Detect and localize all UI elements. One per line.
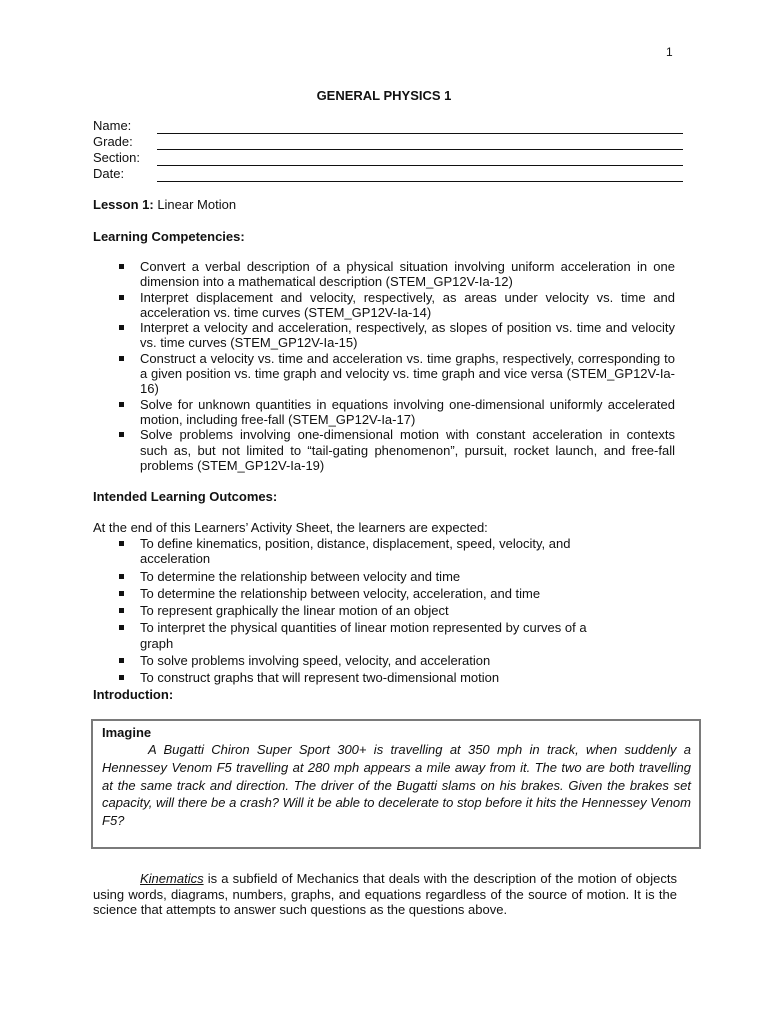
list-item-text: Solve problems involving one-dimensional motion with constant acceleration in contexts such as, but not limited to “tail-gating phenomenon”, pursuit, rocket launch, and free-fall problems (STEM_GP12V-Ia-19) [140,427,675,473]
list-item [117,586,617,601]
outcomes-intro: At the end of this Learners’ Activity Sheet, the learners are expected: [93,520,488,535]
imagine-title: Imagine [102,725,152,740]
lesson-label: Lesson 1: [93,197,154,212]
list-item-text: To represent graphically the linear motion of an object [140,603,449,619]
list-item [117,603,617,618]
list-item-text: Interpret displacement and velocity, respectively, as areas under velocity vs. time and acceleration vs. time curves (STEM_GP12V-Ia-14) [140,289,675,320]
document-title: GENERAL PHYSICS 1 [316,88,452,103]
square-bullet-icon [119,402,124,407]
kinematics-text: is a subfield of Mechanics that deals with the description of the motion of objects using words, diagrams, numbers, graphs, and equations regardless of the source of motion. It is the science that attempts to answer such questions as the questions above. [93,871,677,917]
square-bullet-icon [119,325,124,330]
grade-field-line[interactable] [157,137,683,150]
competencies-list [117,259,675,473]
square-bullet-icon [119,541,124,546]
list-item [117,670,617,685]
list-item [117,290,675,321]
list-item-text: Convert a verbal description of a physical situation involving uniform acceleration in one dimension into a mathematical description (STEM_GP12V-Ia-12) [140,259,675,290]
list-item [117,351,675,397]
square-bullet-icon [119,591,124,596]
square-bullet-icon [119,356,124,361]
outcomes-list [117,536,617,688]
grade-field[interactable] [93,134,683,150]
square-bullet-icon [119,432,124,437]
section-field[interactable] [93,150,683,166]
section-field-label: Section: [93,150,140,165]
kinematics-paragraph [93,871,677,918]
list-item-text: To define kinematics, position, distance, displacement, speed, velocity, and acceleration [140,536,571,567]
list-item [117,259,675,290]
list-item [117,653,617,668]
name-field[interactable] [93,118,683,134]
section-field-line[interactable] [157,153,683,166]
square-bullet-icon [119,658,124,663]
square-bullet-icon [119,295,124,300]
lesson-name: Linear Motion [157,197,237,212]
list-item-text: To determine the relationship between velocity, acceleration, and time [140,585,541,601]
imagine-box [91,719,701,849]
list-item [117,397,675,428]
square-bullet-icon [119,608,124,613]
list-item [117,536,617,567]
date-field-line[interactable] [157,169,683,182]
list-item [117,569,617,584]
list-item-text: Construct a velocity vs. time and acceleration vs. time graphs, respectively, corresponding to a given position vs. time graph and velocity vs. time graph and vice versa (STEM_GP12V-Ia-16) [140,350,675,397]
date-field-label: Date: [93,166,125,181]
list-item-text: To construct graphs that will represent two-dimensional motion [140,670,500,686]
grade-field-label: Grade: [93,134,133,149]
introduction-heading: Introduction: [93,687,174,702]
list-item-text: Interpret a velocity and acceleration, respectively, as slopes of position vs. time and velocity vs. time curves (STEM_GP12V-Ia-15) [140,320,675,351]
list-item [117,427,675,473]
outcomes-heading: Intended Learning Outcomes: [93,489,278,504]
list-item [117,620,617,651]
square-bullet-icon [119,675,124,680]
list-item-text: To solve problems involving speed, velocity, and acceleration [140,653,491,669]
name-field-label: Name: [93,118,132,133]
list-item-text: Solve for unknown quantities in equations involving one-dimensional uniformly accelerated motion, including free-fall (STEM_GP12V-Ia-17) [140,396,675,427]
date-field[interactable] [93,166,683,182]
square-bullet-icon [119,574,124,579]
list-item [117,320,675,351]
imagine-text: A Bugatti Chiron Super Sport 300+ is travelling at 350 mph in track, when suddenly a Hennessey Venom F5 travelling at 280 mph appears a mile away from it. The two are both travelling at the same track and direction. The driver of the Bugatti slams on his brakes. Given the brakes set capacity, will there be a crash? Will it be able to decelerate to stop before it hits the Hennessey Venom F5? [102,742,691,829]
square-bullet-icon [119,264,124,269]
list-item-text: To determine the relationship between velocity and time [140,568,461,584]
page-number: 1 [666,45,673,59]
name-field-line[interactable] [157,121,683,134]
kinematics-term: Kinematics [140,871,204,886]
competencies-heading: Learning Competencies: [93,229,245,244]
lesson-line [93,197,236,212]
square-bullet-icon [119,625,124,630]
list-item-text: To interpret the physical quantities of linear motion represented by curves of a graph [140,620,587,651]
